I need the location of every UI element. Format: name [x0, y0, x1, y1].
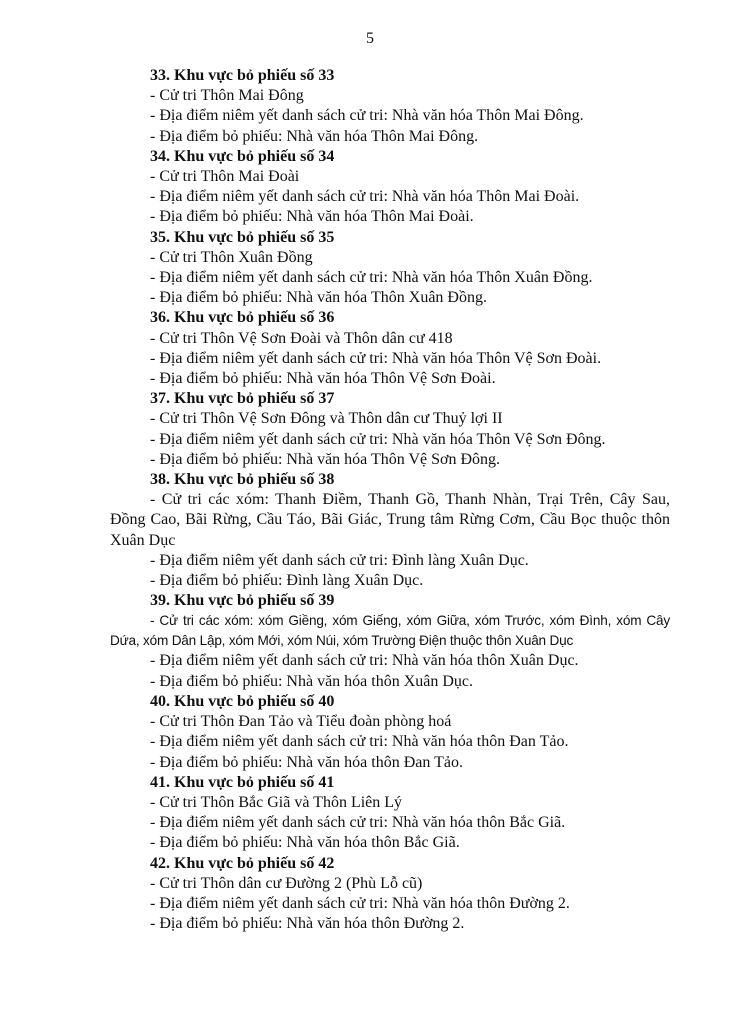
voter-line: - Cử tri Thôn Mai Đông [150, 87, 304, 105]
polling-location-line: - Địa điểm bỏ phiếu: Nhà văn hóa thôn Đan Tảo. [150, 753, 463, 771]
posting-location-line: - Địa điểm niêm yết danh sách cử tri: Nhà văn hóa Thôn Vệ Sơn Đoài. [150, 349, 602, 367]
section-heading: 35. Khu vực bỏ phiếu số 35 [150, 228, 335, 246]
polling-location-line: - Địa điểm bỏ phiếu: Nhà văn hóa Thôn Vệ Sơn Đoài. [150, 370, 496, 388]
section-36 [110, 308, 670, 389]
voter-line: - Cử tri Thôn Xuân Đồng [150, 248, 313, 266]
section-heading: 34. Khu vực bỏ phiếu số 34 [150, 147, 335, 165]
posting-location-line: - Địa điểm niêm yết danh sách cử tri: Nhà văn hóa thôn Bắc Giã. [150, 814, 566, 832]
section-heading: 39. Khu vực bỏ phiếu số 39 [150, 592, 335, 610]
section-heading: 36. Khu vực bỏ phiếu số 36 [150, 309, 335, 327]
section-heading: 42. Khu vực bỏ phiếu số 42 [150, 854, 335, 872]
section-38 [110, 470, 670, 591]
page-number: 5 [366, 30, 374, 47]
section-41 [110, 773, 670, 854]
voter-line: - Cử tri Thôn Đan Tảo và Tiểu đoàn phòng hoá [150, 713, 452, 731]
section-33 [110, 66, 670, 147]
document-body [110, 66, 670, 934]
voter-line: - Cử tri Thôn dân cư Đường 2 (Phù Lỗ cũ) [150, 874, 423, 892]
section-35 [110, 228, 670, 309]
polling-location-line: - Địa điểm bỏ phiếu: Đình làng Xuân Dục. [150, 572, 424, 590]
section-40 [110, 692, 670, 773]
voter-line: - Cử tri Thôn Vệ Sơn Đoài và Thôn dân cư 418 [150, 329, 453, 347]
voter-line: - Cử tri Thôn Mai Đoài [150, 168, 300, 186]
posting-location-line: - Địa điểm niêm yết danh sách cử tri: Nhà văn hóa Thôn Vệ Sơn Đông. [150, 430, 606, 448]
posting-location-line: - Địa điểm niêm yết danh sách cử tri: Đình làng Xuân Dục. [150, 551, 529, 569]
polling-location-line: - Địa điểm bỏ phiếu: Nhà văn hóa thôn Đường 2. [150, 915, 465, 933]
posting-location-line: - Địa điểm niêm yết danh sách cử tri: Nhà văn hóa thôn Xuân Dục. [150, 652, 579, 670]
section-39 [110, 591, 670, 692]
polling-location-line: - Địa điểm bỏ phiếu: Nhà văn hóa thôn Bắc Giã. [150, 834, 460, 852]
voter-paragraph: - Cử tri các xóm: Thanh Điềm, Thanh Gồ, Thanh Nhàn, Trại Trên, Cây Sau, Đồng Cao, Bãi Rừng, Cầu Táo, Bãi Giác, Trung tâm Rừng Cơm, Cầu Bọc thuộc thôn Xuân Dục [110, 491, 670, 549]
section-34 [110, 147, 670, 228]
posting-location-line: - Địa điểm niêm yết danh sách cử tri: Nhà văn hóa Thôn Xuân Đồng. [150, 269, 593, 287]
polling-location-line: - Địa điểm bỏ phiếu: Nhà văn hóa Thôn Xuân Đồng. [150, 289, 487, 307]
posting-location-line: - Địa điểm niêm yết danh sách cử tri: Nhà văn hóa thôn Đường 2. [150, 894, 570, 912]
polling-location-line: - Địa điểm bỏ phiếu: Nhà văn hóa Thôn Vệ Sơn Đông. [150, 450, 501, 468]
section-42 [110, 854, 670, 935]
section-heading: 40. Khu vực bỏ phiếu số 40 [150, 692, 335, 710]
section-heading: 41. Khu vực bỏ phiếu số 41 [150, 773, 335, 791]
voter-line: - Cử tri Thôn Bắc Giã và Thôn Liên Lý [150, 793, 403, 811]
section-37 [110, 389, 670, 470]
polling-location-line: - Địa điểm bỏ phiếu: Nhà văn hóa thôn Xuân Dục. [150, 672, 474, 690]
section-heading: 33. Khu vực bỏ phiếu số 33 [150, 67, 335, 84]
section-heading: 37. Khu vực bỏ phiếu số 37 [150, 390, 335, 408]
polling-location-line: - Địa điểm bỏ phiếu: Nhà văn hóa Thôn Mai Đông. [150, 127, 479, 145]
section-heading: 38. Khu vực bỏ phiếu số 38 [150, 471, 335, 489]
polling-location-line: - Địa điểm bỏ phiếu: Nhà văn hóa Thôn Mai Đoài. [150, 208, 474, 226]
posting-location-line: - Địa điểm niêm yết danh sách cử tri: Nhà văn hóa thôn Đan Tảo. [150, 733, 569, 751]
voter-paragraph: - Cử tri các xóm: xóm Giềng, xóm Giếng, xóm Giữa, xóm Trước, xóm Đình, xóm Cây Dứa, xóm Dân Lập, xóm Mới, xóm Núi, xóm Trường Điện thuộc thôn Xuân Dục [110, 613, 670, 649]
posting-location-line: - Địa điểm niêm yết danh sách cử tri: Nhà văn hóa Thôn Mai Đông. [150, 107, 584, 125]
posting-location-line: - Địa điểm niêm yết danh sách cử tri: Nhà văn hóa Thôn Mai Đoài. [150, 188, 580, 206]
voter-line: - Cử tri Thôn Vệ Sơn Đông và Thôn dân cư Thuỷ lợi II [150, 410, 503, 428]
